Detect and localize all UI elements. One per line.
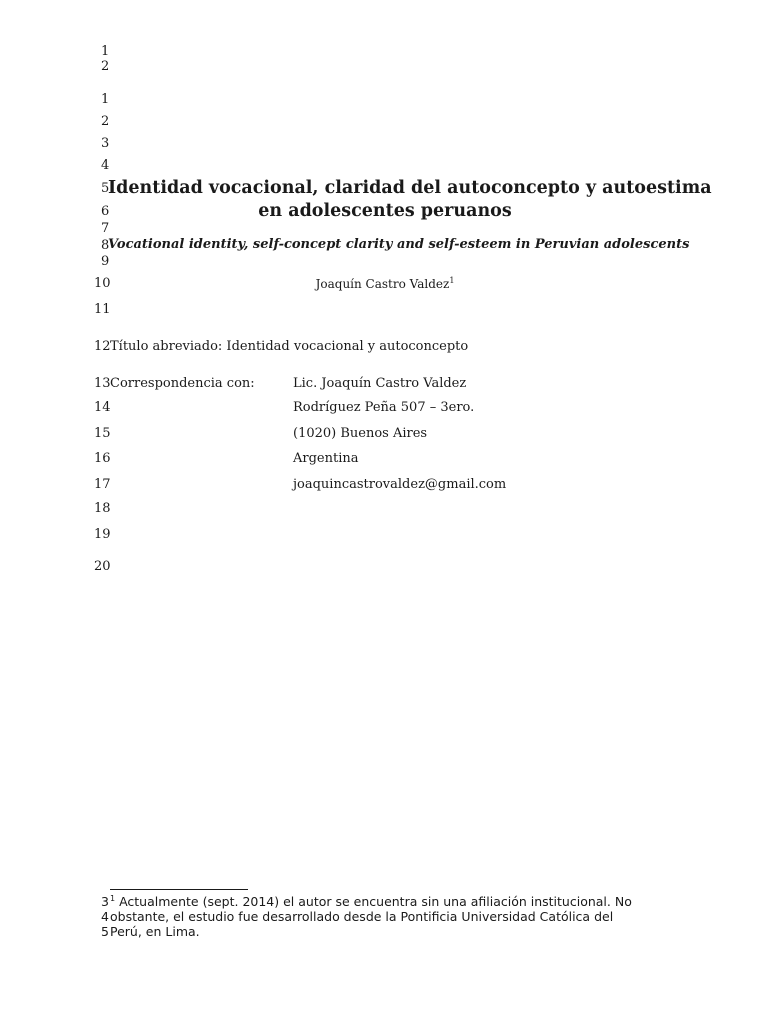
line-number: 1	[101, 92, 110, 107]
footnote-mark: 1	[110, 894, 116, 903]
header-line-number: 1	[101, 44, 110, 59]
footnote-line: obstante, el estudio fue desarrollado desde la Pontificia Universidad Católica del	[110, 909, 614, 924]
short-title: Título abreviado: Identidad vocacional y autoconcepto	[110, 339, 469, 354]
line-number: 17	[94, 477, 111, 492]
footnote-separator	[110, 889, 248, 890]
line-number: 14	[94, 400, 111, 415]
line-number: 16	[94, 451, 111, 466]
correspondence-name: Lic. Joaquín Castro Valdez	[293, 376, 467, 391]
line-number: 11	[94, 302, 111, 317]
line-number: 12	[94, 339, 111, 354]
correspondence-street: Rodríguez Peña 507 – 3ero.	[293, 400, 475, 415]
line-number: 2	[101, 114, 110, 129]
document-title-line1: Identidad vocacional, claridad del autoconcepto y autoestima	[108, 178, 712, 198]
footnote-line-number: 5	[101, 924, 109, 939]
line-number: 6	[101, 204, 110, 219]
line-number: 8	[101, 238, 110, 253]
author-line	[108, 277, 662, 291]
line-number: 20	[94, 559, 111, 574]
correspondence-email: joaquincastrovaldez@gmail.com	[293, 477, 507, 492]
author-name: Joaquín Castro Valdez	[315, 277, 450, 291]
footnote-line-number: 3	[101, 894, 109, 909]
line-number: 13	[94, 376, 111, 391]
footnote-line: Perú, en Lima.	[110, 924, 200, 939]
line-number: 15	[94, 426, 111, 441]
line-number: 9	[101, 254, 110, 269]
line-number: 10	[94, 276, 111, 291]
line-number: 5	[101, 181, 110, 196]
footnote-text: Actualmente (sept. 2014) el autor se encuentra sin una afiliación institucional. No	[115, 894, 632, 909]
footnote-line-number: 4	[101, 909, 109, 924]
footnote-line	[110, 894, 632, 909]
line-number: 19	[94, 527, 111, 542]
correspondence-label: Correspondencia con:	[110, 376, 255, 391]
line-number: 4	[101, 158, 110, 173]
line-number: 7	[101, 221, 110, 236]
author-footnote-mark: 1	[449, 276, 455, 285]
correspondence-city: (1020) Buenos Aires	[293, 426, 428, 441]
line-number: 18	[94, 501, 111, 516]
english-title: Vocational identity, self-concept clarity and self-esteem in Peruvian adolescents	[108, 237, 690, 252]
line-number: 3	[101, 136, 110, 151]
correspondence-country: Argentina	[293, 451, 359, 466]
document-title-line2: en adolescentes peruanos	[258, 201, 512, 221]
header-line-number: 2	[101, 59, 110, 74]
